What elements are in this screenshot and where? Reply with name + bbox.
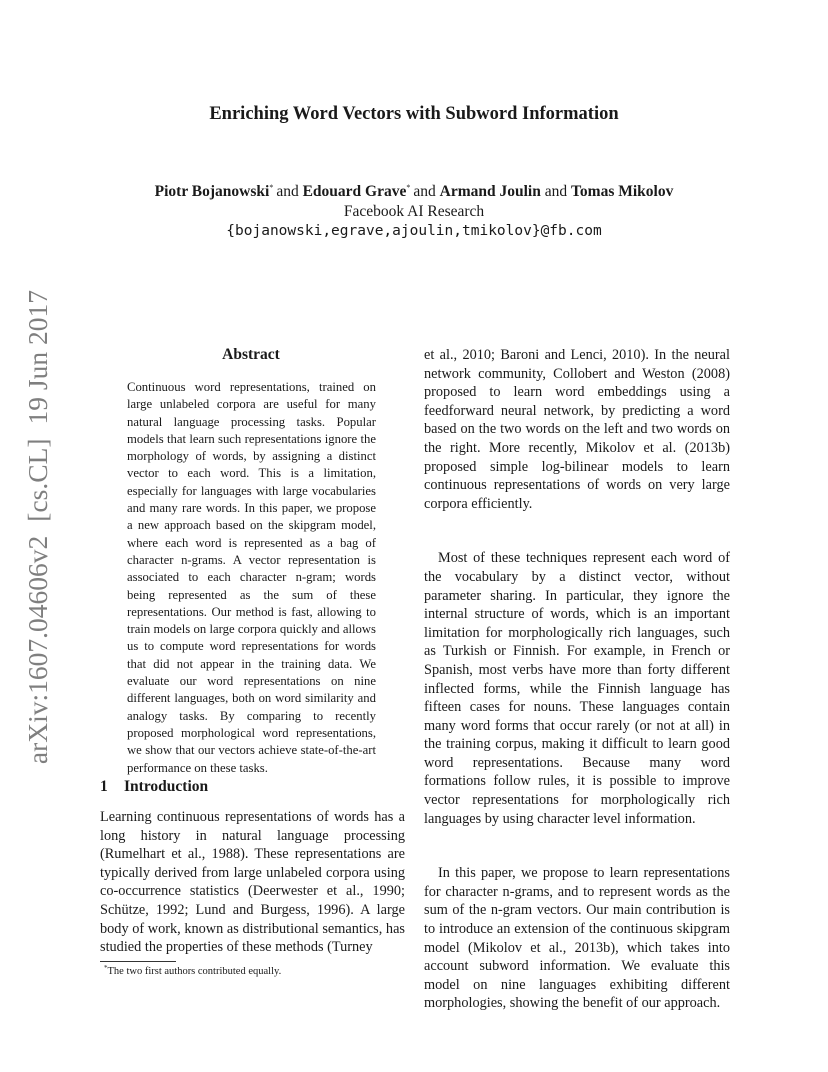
footnote-mark: * <box>104 964 108 972</box>
author-separator: and <box>544 183 568 200</box>
arxiv-id: arXiv:1607.04606v2 <box>22 535 53 765</box>
author-name: Piotr Bojanowski <box>154 183 270 200</box>
introduction-paragraph-1: Learning continuous representations of words has a long history in natural language processing (Rumelhart et al., 1988). These representations are typically derived from large unlabeled corpora using co-occurrence statistics (Deerwester et al., 1990; Schütze, 1992; Lund and Burgess, 1996). A large body of work, known as distributional semantics, has studied the properties of these methods (Turney <box>100 809 405 956</box>
section-number: 1 <box>100 778 108 795</box>
paper-title: Enriching Word Vectors with Subword Information <box>209 104 619 124</box>
footnote-text: The two first authors contributed equally. <box>107 966 282 977</box>
footnote-divider <box>100 961 176 962</box>
equal-contribution-mark: * <box>406 183 411 192</box>
arxiv-date: 19 Jun 2017 <box>22 290 53 425</box>
section-title: Introduction <box>124 778 209 795</box>
right-column <box>424 346 730 1013</box>
arxiv-watermark <box>22 290 53 765</box>
author-separator: and <box>413 183 436 200</box>
section-heading-introduction <box>100 778 208 796</box>
introduction-paragraph-3: In this paper, we propose to learn representations for character n-grams, and to represent words as the sum of the n-gram vectors. Our main contribution is to introduce an extension of the continuous skipgram model (Mikolov et al., 2013b), which takes into account subword information. We evaluate this model on nine languages exhibiting different morphologies, showing the benefit of our approach. <box>424 865 730 1012</box>
author-name: Armand Joulin <box>439 183 541 200</box>
author-separator: and <box>276 183 299 200</box>
author-list <box>0 183 828 201</box>
arxiv-category: [cs.CL] <box>22 438 53 522</box>
affiliation: Facebook AI Research <box>343 203 485 220</box>
introduction-paragraph-2: Most of these techniques represent each word of the vocabulary by a distinct vector, without parameter sharing. In particular, they ignore the internal structure of words, which is an important limitation for morphologically rich languages, such as Turkish or Finnish. For example, in French or Spanish, most verbs have more than forty different inflected forms, while the Finnish language has fifteen cases for nouns. These languages contain many word forms that occur rarely (or not at all) in the training corpus, making it difficult to learn good word representations. Because many word formations follow rules, it is possible to improve vector representations for morphologically rich languages by using character level information. <box>424 550 730 827</box>
abstract-heading: Abstract <box>222 346 280 363</box>
abstract-text: Continuous word representations, trained on large unlabeled corpora are useful for many natural language processing tasks. Popular models that learn such representations ignore the morphology of words, by assigning a distinct vector to each word. This is a limitation, especially for languages with large vocabularies and many rare words. In this paper, we propose a new approach based on the skipgram model, where each word is represented as a bag of character n-grams. A vector representation is associated to each character n-gram; words being represented as the sum of these representations. Our method is fast, allowing to train models on large corpora quickly and allows us to compute word representations for words that did not appear in the training data. We evaluate our word representations on nine different languages, both on word similarity and analogy tasks. By comparing to recently proposed morphological word representations, we show that our vectors achieve state-of-the-art performance on these tasks. <box>127 380 376 775</box>
footnote <box>104 964 281 977</box>
equal-contribution-mark: * <box>269 183 274 192</box>
author-emails: {bojanowski,egrave,ajoulin,tmikolov}@fb.com <box>226 223 602 239</box>
author-name: Edouard Grave <box>302 183 407 200</box>
introduction-paragraph-1-continued: et al., 2010; Baroni and Lenci, 2010). In the neural network community, Collobert and Weston (2008) proposed to learn word embeddings using a feedforward neural network, by predicting a word based on the two words on the left and two words on the right. More recently, Mikolov et al. (2013b) proposed simple log-bilinear models to learn continuous representations of words on very large corpora efficiently. <box>424 347 730 512</box>
author-name: Tomas Mikolov <box>571 183 674 200</box>
